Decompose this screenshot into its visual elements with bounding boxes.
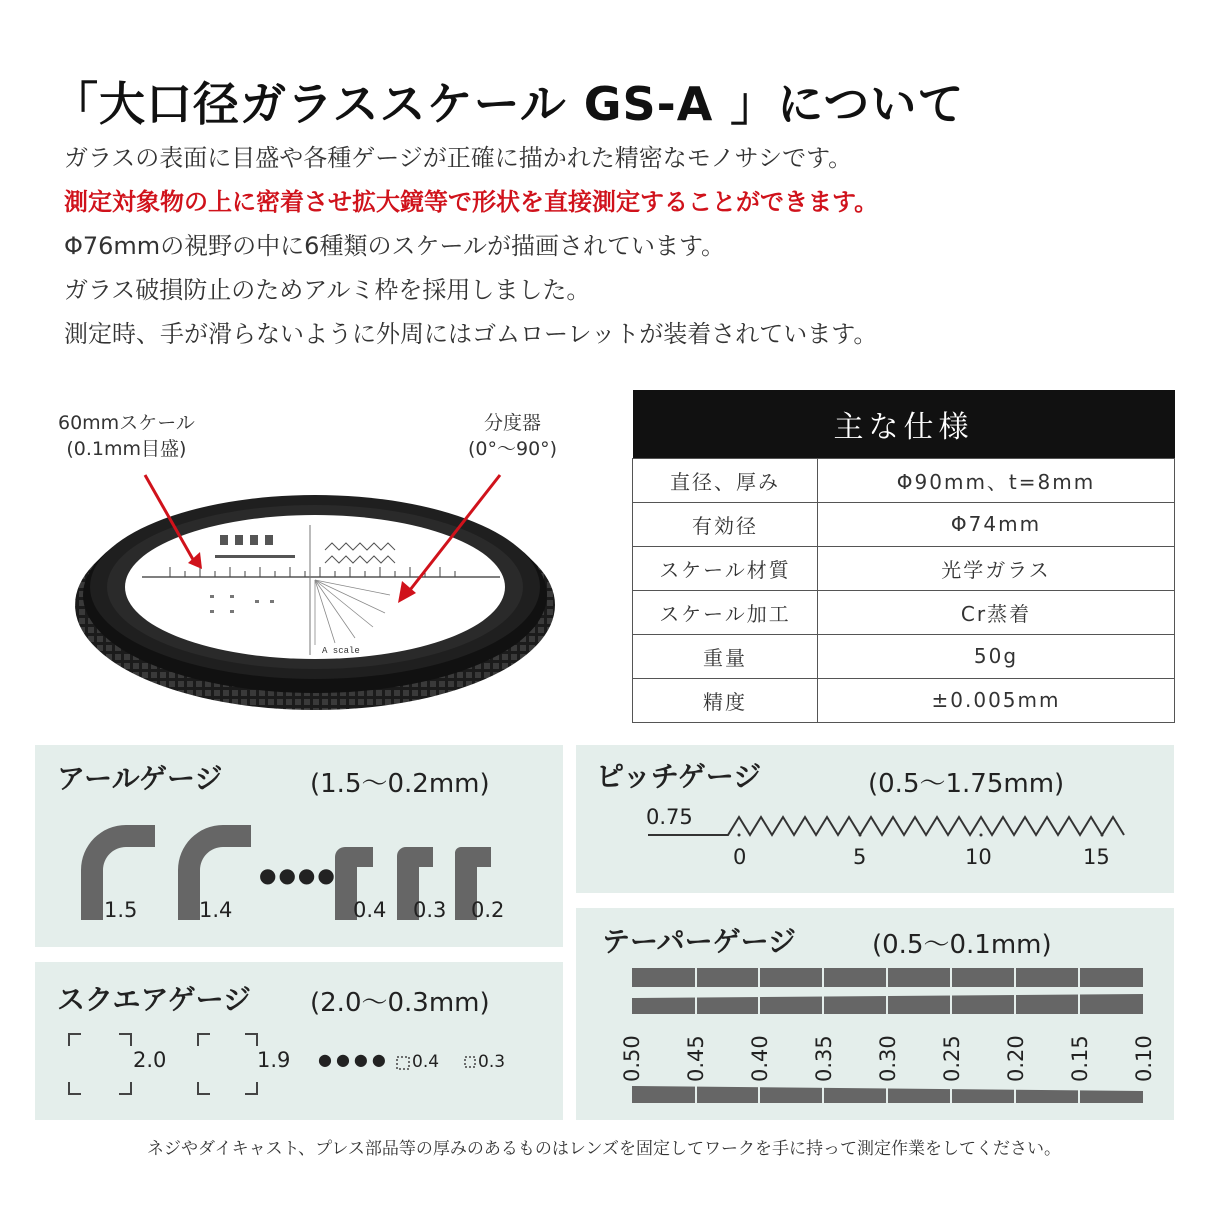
pitch-size-label: 0.75 (646, 805, 693, 829)
taper-gauge-title: テーパーゲージ (602, 925, 797, 958)
gauge-label: 1.5 (104, 898, 138, 922)
taper-tick: 0.50 (620, 1035, 644, 1082)
gauge-label: 0.4 (412, 1052, 440, 1072)
table-row: 有効径 Φ74mm (633, 502, 1175, 546)
taper-gauge-range: (0.5〜0.1mm) (872, 930, 1052, 960)
table-row: 重量 50g (633, 634, 1175, 678)
footnote: ネジやダイキャスト、プレス部品等の厚みのあるものはレンズを固定してワークを手に持って測定作業をしてください。 (146, 1139, 1061, 1159)
r-gauge-panel (35, 745, 563, 947)
gauge-label: 0.3 (413, 898, 447, 922)
taper-tick: 0.10 (1132, 1035, 1156, 1082)
pitch-tick: 15 (1083, 845, 1110, 869)
square-gauge-title: スクエアゲージ (57, 983, 252, 1016)
gauge-label: 0.4 (353, 898, 387, 922)
protractor-callout-label: 分度器 (0°〜90°) (468, 412, 558, 460)
intro-line: 測定時、手が滑らないように外周にはゴムローレットが装着されています。 (64, 320, 878, 348)
square-gauge-shapes (35, 962, 563, 1120)
gauge-label: 1.9 (257, 1048, 291, 1072)
gauge-label: 1.4 (199, 898, 233, 922)
r-gauge-range: (1.5〜0.2mm) (310, 769, 490, 799)
page-title: 「大口径ガラススケール GS-A 」について (52, 77, 965, 131)
intro-text (64, 140, 878, 360)
ellipsis-dots: ●●●● (318, 1050, 390, 1069)
intro-line: ガラスの表面に目盛や各種ゲージが正確に描かれた精密なモノサシです。 (64, 144, 853, 172)
taper-gauge-shapes (576, 908, 1174, 1120)
r-gauge-title: アールゲージ (57, 762, 223, 795)
taper-tick: 0.30 (876, 1035, 900, 1082)
table-row: スケール加工 Cr蒸着 (633, 590, 1175, 634)
square-gauge-panel (35, 962, 563, 1120)
pitch-tick: 10 (965, 845, 992, 869)
taper-tick: 0.20 (1004, 1035, 1028, 1082)
pitch-gauge-title: ピッチゲージ (596, 760, 762, 793)
gauge-label: 0.3 (478, 1052, 506, 1072)
gauge-label: 0.2 (471, 898, 505, 922)
product-photo (60, 455, 580, 725)
pitch-gauge-panel (576, 745, 1174, 893)
scale-callout-label: 60mmスケール (0.1mm目盛) (58, 412, 195, 460)
intro-line: Φ76mmの視野の中に6種類のスケールが描画されています。 (64, 232, 726, 260)
pitch-gauge-shape (576, 745, 1174, 893)
taper-tick: 0.35 (812, 1035, 836, 1082)
gauge-label: 2.0 (133, 1048, 167, 1072)
taper-tick: 0.25 (940, 1035, 964, 1082)
pitch-gauge-range: (0.5〜1.75mm) (868, 769, 1065, 799)
lens-scale-text: A scale (322, 646, 360, 656)
table-row: 精度 ±0.005mm (633, 678, 1175, 722)
spec-table (632, 390, 1175, 723)
table-row: 直径、厚み Φ90mm、t=8mm (633, 458, 1175, 502)
square-gauge-range: (2.0〜0.3mm) (310, 988, 490, 1018)
intro-line: ガラス破損防止のためアルミ枠を採用しました。 (64, 276, 591, 304)
taper-tick: 0.15 (1068, 1035, 1092, 1082)
intro-line-highlight: 測定対象物の上に密着させ拡大鏡等で形状を直接測定することができます。 (64, 188, 879, 216)
spec-table-header: 主な仕様 (633, 390, 1175, 458)
taper-tick: 0.45 (684, 1035, 708, 1082)
taper-gauge-panel (576, 908, 1174, 1120)
pitch-tick: 0 (733, 845, 747, 869)
table-row: スケール材質 光学ガラス (633, 546, 1175, 590)
ellipsis-dots: ●●●● (259, 863, 337, 887)
taper-tick: 0.40 (748, 1035, 772, 1082)
pitch-tick: 5 (853, 845, 867, 869)
